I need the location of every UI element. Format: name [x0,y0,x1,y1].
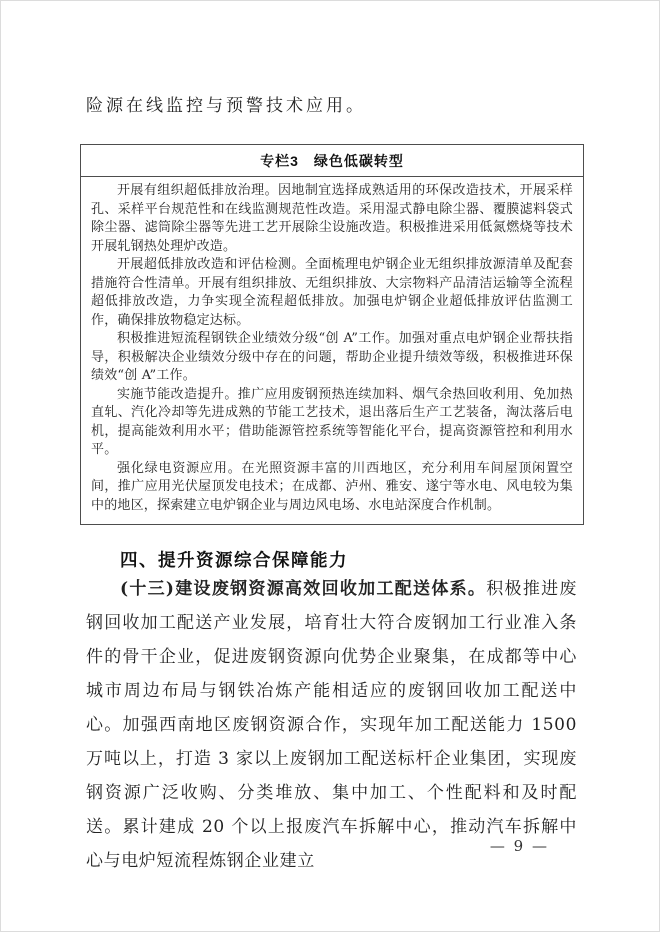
column-box-title: 专栏3 绿色低碳转型 [81,145,583,177]
box-paragraph-green-power: 强化绿电资源应用。在光照资源丰富的川西地区，充分利用车间屋顶闲置空间，推广应用光伏屋顶发电技术；在成都、泸州、雅安、遂宁等水电、风电较为集中的地区，探索建立电炉钢企业与周边风电场、水电站深度合作机制。 [91,460,573,513]
box-paragraph-performance-grading: 积极推进短流程钢铁企业绩效分级“创 A”工作。加强对重点电炉钢企业帮扶指导，积极解决企业绩效分级中存在的问题，帮助企业提升绩效等级，积极推进环保绩效“创 A”工作。 [91,331,573,383]
paragraph-body-text: 积极推进废钢回收加工配送产业发展，培育壮大符合废钢加工行业准入条件的骨干企业，促进废钢资源向优势企业聚集，在成都等中心城市周边布局与钢铁冶炼产能相适应的废钢回收加工配送中心。加强西南地区废钢资源合作，实现年加工配送能力 1500 万吨以上，打造 3 家以上废钢加工配送标杆企业集团，实现废钢资源广泛收购、分类堆放、集中加工、个性配料和及时配送。累计建成 20 个以上报废汽车拆解中心，推动汽车拆解中心与电炉短流程炼钢企业建立 [86,579,578,871]
page-number: — 9 — [489,837,549,855]
paragraph-lead-bold: (十三)建设废钢资源高效回收加工配送体系。 [120,579,487,599]
intro-continuation-text: 险源在线监控与预警技术应用。 [86,96,366,116]
box-paragraph-energy-saving: 实施节能改造提升。推广应用废钢预热连续加料、烟气余热回收利用、免加热直轧、汽化冷却等先进成熟的节能工艺技术，退出落后生产工艺装备，淘汰落后电机，提高能效利用水平；借助能源管控系统等智能化平台，提高资源管控和利用水平。 [91,386,573,457]
column-box-green-low-carbon [80,144,584,525]
section-heading-four: 四、提升资源综合保障能力 [120,550,348,570]
box-paragraph-emission-control: 开展有组织超低排放治理。因地制宜选择成熟适用的环保改造技术，开展采样孔、采样平台规范性和在线监测规范性改造。采用湿式静电除尘器、覆膜滤料袋式除尘器、滤筒除尘器等先进工艺开展除尘设施改造。积极推进采用低氮燃烧等技术开展轧钢热处理炉改造。 [91,183,573,254]
section-paragraph-thirteen [86,572,577,878]
box-paragraph-ultra-low-emission: 开展超低排放改造和评估检测。全面梳理电炉钢企业无组织排放源清单及配套措施符合性清单。开展有组织排放、无组织排放、大宗物料产品清洁运输等全流程超低排放改造，力争实现全流程超低排放。加强电炉钢企业超低排放评估监测工作，确保排放物稳定达标。 [91,257,573,328]
column-box-body [81,177,583,524]
